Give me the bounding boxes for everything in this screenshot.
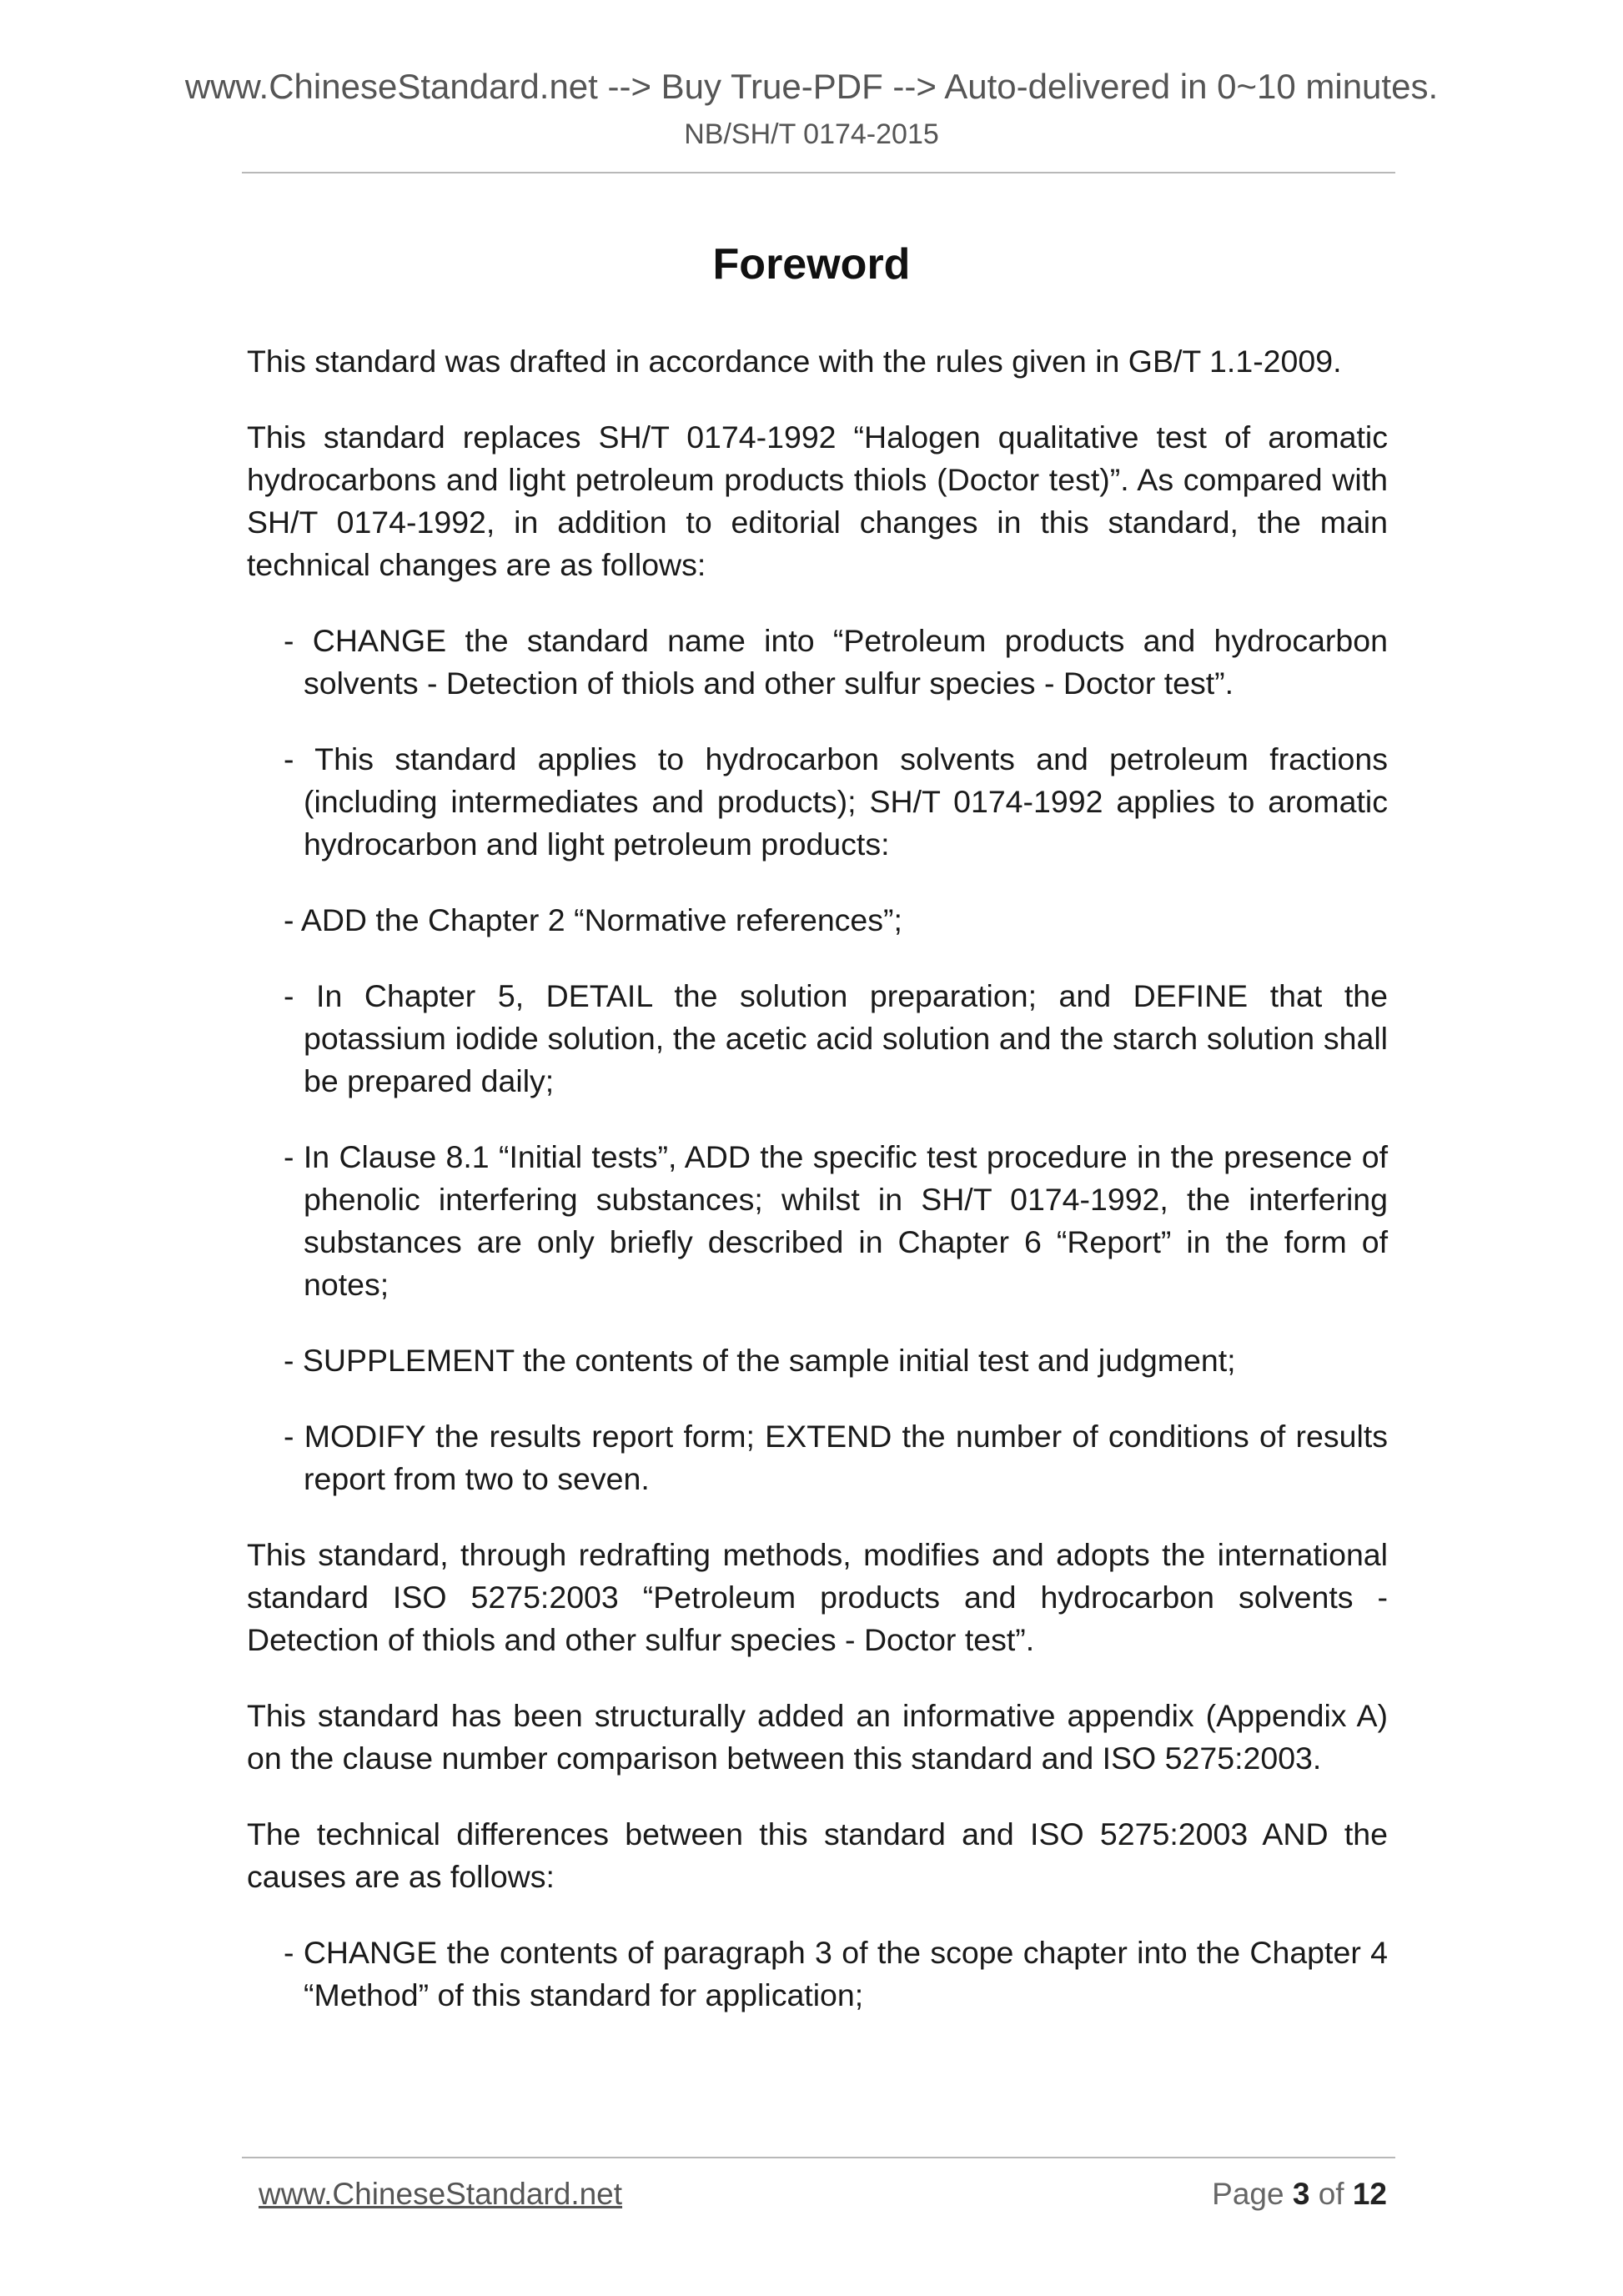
- paragraph-drafting-rules: This standard was drafted in accordance with the rules given in GB/T 1.1-2009.: [247, 344, 1342, 379]
- page-word: Page: [1212, 2177, 1284, 2211]
- change-item: - In Chapter 5, DETAIL the solution preparation; and DEFINE that the potassium iodide solution, the acetic acid solution and the starch solution shall be prepared daily;: [284, 978, 1388, 1098]
- foreword-body: [247, 340, 1388, 2050]
- page-number: [1212, 2175, 1387, 2213]
- standard-number: NB/SH/T 0174-2015: [684, 118, 939, 150]
- change-item: - SUPPLEMENT the contents of the sample initial test and judgment;: [284, 1343, 1236, 1378]
- change-item: - CHANGE the standard name into “Petroleum products and hydrocarbon solvents - Detection of thiols and other sulfur species - Doctor test”.: [284, 623, 1388, 701]
- paragraph-differences: The technical differences between this standard and ISO 5275:2003 AND the causes are as follows:: [247, 1816, 1388, 1894]
- footer-divider: [242, 2157, 1395, 2158]
- paragraph-adoption: This standard, through redrafting methods, modifies and adopts the international standard ISO 5275:2003 “Petroleum products and hydrocarbon solvents - Detection of thiols and other sulfur species - Doctor test”.: [247, 1537, 1388, 1657]
- page-current: 3: [1292, 2177, 1310, 2211]
- page-of: of: [1318, 2177, 1344, 2211]
- change-item: - MODIFY the results report form; EXTEND the number of conditions of results report from two to seven.: [284, 1419, 1388, 1496]
- change-item: - In Clause 8.1 “Initial tests”, ADD the specific test procedure in the presence of phenolic interfering substances; whilst in SH/T 0174-1992, the interfering substances are only briefly described in Chapter 6 “Report” in the form of notes;: [284, 1139, 1388, 1302]
- page-title: Foreword: [712, 240, 911, 289]
- header-banner: www.ChineseStandard.net --> Buy True-PDF --> Auto-delivered in 0~10 minutes.: [184, 67, 1439, 106]
- difference-item: - CHANGE the contents of paragraph 3 of the scope chapter into the Chapter 4 “Method” of this standard for application;: [284, 1935, 1388, 2012]
- paragraph-appendix: This standard has been structurally added an informative appendix (Appendix A) on the clause number comparison between this standard and ISO 5275:2003.: [247, 1698, 1388, 1776]
- page-total: 12: [1352, 2177, 1387, 2211]
- change-item: - ADD the Chapter 2 “Normative references”;: [284, 902, 902, 937]
- header-divider: [242, 172, 1395, 173]
- paragraph-replaces: This standard replaces SH/T 0174-1992 “Halogen qualitative test of aromatic hydrocarbons and light petroleum products thiols (Doctor test)”. As compared with SH/T 0174-1992, in addition to editorial changes in this standard, the main technical changes are as follows:: [247, 420, 1388, 582]
- footer-website-link[interactable]: www.ChineseStandard.net: [259, 2177, 623, 2211]
- change-item: - This standard applies to hydrocarbon solvents and petroleum fractions (including intermediates and products); SH/T 0174-1992 applies to aromatic hydrocarbon and light petroleum products:: [284, 741, 1388, 862]
